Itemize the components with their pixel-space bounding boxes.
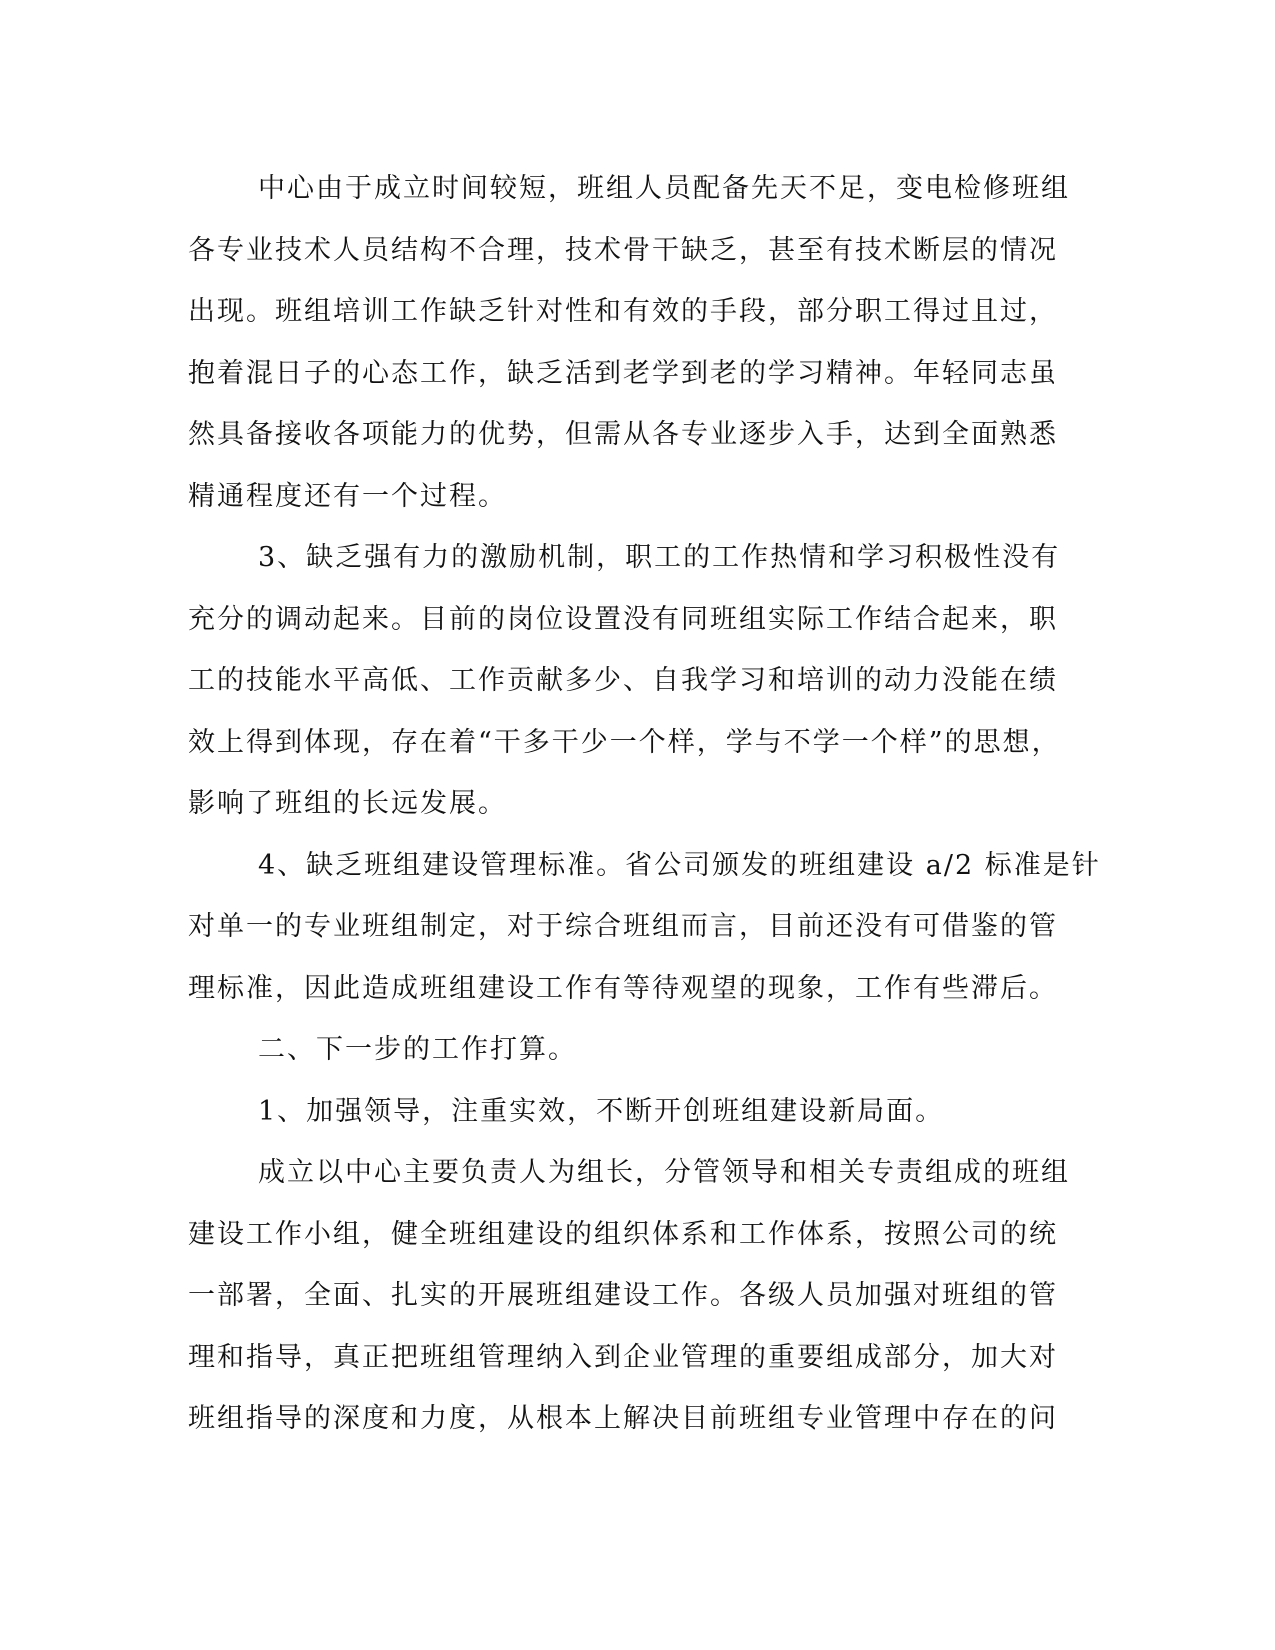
document-body [188, 158, 1101, 1450]
section-heading: 二、下一步的工作打算。 [258, 1034, 577, 1065]
text-line: 各专业技术人员结构不合理，技术骨干缺乏，甚至有技术断层的情况 [188, 234, 1058, 266]
text-line: 3、缺乏强有力的激励机制，职工的工作热情和学习积极性没有 [258, 542, 1061, 573]
text-line: 一部署，全面、扎实的开展班组建设工作。各级人员加强对班组的管 [188, 1280, 1058, 1311]
text-line: 理和指导，真正把班组管理纳入到企业管理的重要组成部分，加大对 [188, 1341, 1058, 1373]
text-line: 充分的调动起来。目前的岗位设置没有同班组实际工作结合起来，职 [188, 603, 1058, 635]
text-line: 效上得到体现，存在着“干多干少一个样，学与不学一个样”的思想， [188, 726, 1061, 758]
text-line: 1、加强领导，注重实效，不断开创班组建设新局面。 [258, 1095, 945, 1127]
text-line: 影响了班组的长远发展。 [188, 788, 507, 819]
text-line: 出现。班组培训工作缺乏针对性和有效的手段，部分职工得过且过， [188, 296, 1058, 327]
text-line: 然具备接收各项能力的优势，但需从各专业逐步入手，达到全面熟悉 [188, 419, 1058, 450]
text-line: 对单一的专业班组制定，对于综合班组而言，目前还没有可借鉴的管 [188, 911, 1058, 942]
text-line: 班组指导的深度和力度，从根本上解决目前班组专业管理中存在的问 [188, 1403, 1058, 1434]
text-line: 精通程度还有一个过程。 [188, 480, 507, 512]
text-line: 工的技能水平高低、工作贡献多少、自我学习和培训的动力没能在绩 [188, 665, 1058, 696]
text-line: 理标准，因此造成班组建设工作有等待观望的现象，工作有些滞后。 [188, 972, 1058, 1004]
text-line: 成立以中心主要负责人为组长，分管领导和相关专责组成的班组 [258, 1157, 1070, 1188]
text-line: 建设工作小组，健全班组建设的组织体系和工作体系，按照公司的统 [188, 1218, 1058, 1250]
text-line: 中心由于成立时间较短，班组人员配备先天不足，变电检修班组 [258, 173, 1070, 204]
text-line: 4、缺乏班组建设管理标准。省公司颁发的班组建设 a/2 标准是针 [258, 849, 1101, 881]
text-line: 抱着混日子的心态工作，缺乏活到老学到老的学习精神。年轻同志虽 [188, 357, 1058, 389]
